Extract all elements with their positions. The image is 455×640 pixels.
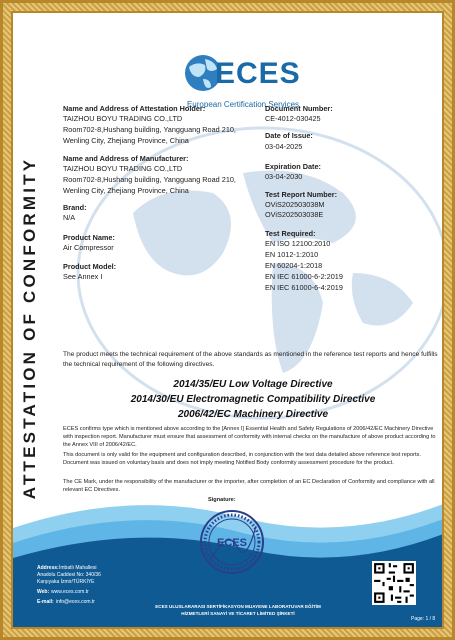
product-name-label: Product Name:	[63, 233, 115, 242]
test-required-line-1: EN ISO 12100:2010	[265, 239, 331, 248]
logo-text: ECES	[215, 57, 301, 90]
test-required-line-4: EN IEC 61000-6-2:2019	[265, 272, 343, 281]
directive-machinery: 2006/42/EC Machinery Directive	[177, 409, 329, 420]
product-name-value: Air Compressor	[63, 243, 114, 252]
brand-label: Brand:	[63, 203, 87, 212]
email-label: E-mail:	[37, 599, 54, 605]
document-number-label: Document Number:	[265, 104, 333, 113]
document-number-value: CE-4012-030425	[265, 114, 321, 123]
qr-code-icon[interactable]	[372, 561, 416, 605]
logo-subtitle: European Certification Services	[186, 100, 300, 109]
web-label: Web:	[37, 589, 50, 595]
holder-label: Name and Address of Attestation Holder:	[63, 104, 206, 113]
page-number: Page: 1 / 8	[411, 616, 436, 622]
test-required-label: Test Required:	[265, 229, 316, 238]
directive-low-voltage: 2014/35/EU Low Voltage Directive	[173, 379, 333, 390]
address-label: Address:	[37, 565, 59, 571]
certificate-body	[11, 11, 444, 629]
company-line-1: ECES ULUSLARARASI SERTİFİKASYON MUAYENE LABORATUVAR EĞİTİM	[155, 604, 321, 609]
address-line-3: Karşıyaka İzmir/TÜRKİYE	[37, 579, 95, 585]
signature-label: Signature:	[208, 497, 236, 503]
directive-emc: 2014/30/EU Electromagnetic Compatibility Directive	[130, 394, 376, 405]
manufacturer-line-3: Wenling City, Zhejiang Province, China	[63, 186, 189, 195]
holder-line-2: Room702-8,Hushang building, Yangguang Road 210,	[63, 125, 236, 134]
test-report-label: Test Report Number:	[265, 190, 338, 199]
paragraph-2: This document is only valid for the equipment and configuration described, in conjunction with the test data detailed above reference test reports. Document was issued on voluntary basis and does not imply meeting Notified Body conformity assessment procedure for the product.	[63, 452, 421, 466]
stamp-text: ECES	[217, 537, 247, 549]
paragraph-1: ECES confirms type which is mentioned above according to the [Annex I] Essential Health and Safety Regulations of 2006/42/EC Machinery Directive with inspection report. Manufacturer must ensure that assessment of conformity with internal checks on the manufacture of above product according to the Annex VIII of 2006/42/EC.	[63, 426, 436, 448]
side-title: ATTESTATION OF CONFORMITY	[20, 156, 39, 500]
product-model-value: See Annex I	[63, 272, 103, 281]
test-report-line-2: OViS202503038E	[265, 210, 324, 219]
holder-line-3: Wenling City, Zhejiang Province, China	[63, 136, 189, 145]
address-line-1: İmbatlı Mahallesi	[59, 565, 97, 571]
date-issue-value: 03-04-2025	[265, 142, 303, 151]
test-required-line-2: EN 1012-1:2010	[265, 250, 319, 259]
date-issue-label: Date of Issue:	[265, 131, 313, 140]
stamp-icon	[198, 508, 266, 576]
manufacturer-label: Name and Address of Manufacturer:	[63, 154, 189, 163]
statement-text: The product meets the technical requirement of the above standards as mentioned in the reference test reports and hence fulfills the technical requirement of the following directives.	[63, 351, 438, 368]
holder-line-1: TAIZHOU BOYU TRADING CO.,LTD	[63, 114, 183, 123]
manufacturer-line-2: Room702-8,Hushang building, Yangguang Road 210,	[63, 175, 236, 184]
address-line-2: Anadolu Caddesi No: 340/36	[37, 572, 101, 578]
brand-value: N/A	[63, 213, 76, 222]
email-link[interactable]: info@eces.com.tr	[56, 599, 95, 605]
test-required-line-3: EN 60204-1:2018	[265, 261, 323, 270]
company-name	[123, 603, 353, 617]
company-line-2: HİZMETLERİ SANAYİ VE TİCARET LİMİTED ŞİRKETİ	[181, 611, 295, 616]
manufacturer-line-1: TAIZHOU BOYU TRADING CO.,LTD	[63, 164, 183, 173]
paragraph-3: The CE Mark, under the responsibility of the manufacturer or the importer, after completion of an EC Declaration of Conformity and compliance with all relevant EC Directives.	[63, 479, 435, 493]
product-model-label: Product Model:	[63, 262, 117, 271]
expiration-value: 03-04-2030	[265, 172, 303, 181]
test-report-line-1: OViS202503038M	[265, 200, 325, 209]
web-link[interactable]: www.eces.com.tr	[51, 589, 89, 595]
test-required-line-5: EN IEC 61000-6-4:2019	[265, 283, 343, 292]
expiration-label: Expiration Date:	[265, 162, 321, 171]
